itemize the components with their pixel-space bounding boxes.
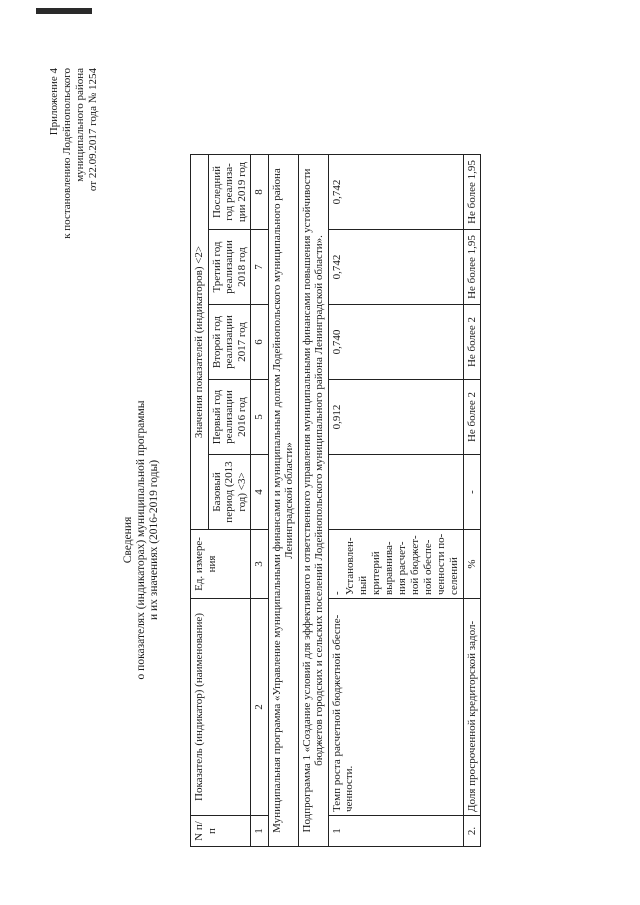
appendix-line: к постановлению Лодейнопольского xyxy=(61,68,73,239)
col-number: 7 xyxy=(251,230,269,305)
row-unit-value: - xyxy=(330,591,343,595)
row-num: 2. xyxy=(463,816,481,847)
header-indicator: Показатель (индикатор) (наименование) xyxy=(191,599,251,816)
appendix-line: Приложение 4 xyxy=(48,68,60,136)
row-indicator: Доля просроченной кредиторской задол- xyxy=(463,599,481,816)
header-year-2018: Третий год реализации 2018 год xyxy=(208,230,251,305)
row-2017: Не более 2 xyxy=(463,305,481,380)
appendix-line: от 22.09.2017 года № 1254 xyxy=(87,68,99,192)
row-2018: Не более 1,95 xyxy=(463,230,481,305)
row-base xyxy=(328,455,463,530)
row-2016: Не более 2 xyxy=(463,380,481,455)
row-2017: 0,740 xyxy=(328,305,463,380)
col-number: 2 xyxy=(251,599,269,816)
title-line: Сведения xyxy=(122,516,134,564)
col-number: 6 xyxy=(251,305,269,380)
header-row xyxy=(191,155,209,847)
program-title: Муниципальная программа «Управление муниципальными финансами и муниципальным долгом Лодейнопольского муниципального района Ленинградской области» xyxy=(268,155,298,847)
column-numbers-row xyxy=(251,155,269,847)
col-number: 8 xyxy=(251,155,269,230)
header-year-2019: Последний год реализа-ции 2019 год xyxy=(208,155,251,230)
row-2019: 0,742 xyxy=(328,155,463,230)
header-unit: Ед. измере-ния xyxy=(191,530,251,599)
header-year-2017: Второй год реализации 2017 год xyxy=(208,305,251,380)
indicators-table xyxy=(190,154,481,847)
subprogram-title: Подпрограмма 1 «Создание условий для эффективного и ответственного управления муниципальными финансами повышения устойчивости бюджетов городских и сельских поселений Лодейнопольского муниципального района Ленинградской области». xyxy=(298,155,328,847)
document-title xyxy=(122,375,161,705)
header-year-2016: Первый год реализации 2016 год xyxy=(208,380,251,455)
program-row xyxy=(268,155,298,847)
header-values-group: Значения показателей (индикаторов) <2> xyxy=(191,155,209,530)
title-line: и их значениях (2016-2019 годы) xyxy=(148,459,160,621)
row-2019: Не более 1,95 xyxy=(463,155,481,230)
row-indicator: Темп роста расчетной бюджетной обеспе-ченности. xyxy=(328,599,463,816)
col-number: 4 xyxy=(251,455,269,530)
row-unit xyxy=(328,530,463,599)
col-number: 3 xyxy=(251,530,269,599)
col-number: 5 xyxy=(251,380,269,455)
row-criterion: Установлен-ный критерий выравнива-ния расчет-ной бюджет-ной обеспе-ченности по-селений xyxy=(343,533,460,595)
col-number: 1 xyxy=(251,816,269,847)
appendix-reference xyxy=(48,68,100,293)
header-base: Базовый период (2013 год) <3> xyxy=(208,455,251,530)
row-unit: % xyxy=(463,530,481,599)
title-line: о показателях (индикаторах) муниципальной программы xyxy=(135,400,147,680)
row-2016: 0,912 xyxy=(328,380,463,455)
header-num: N п/п xyxy=(191,816,251,847)
table-row xyxy=(463,155,481,847)
row-num: 1 xyxy=(328,816,463,847)
row-base: - xyxy=(463,455,481,530)
subprogram-row xyxy=(298,155,328,847)
row-2018: 0,742 xyxy=(328,230,463,305)
appendix-line: муниципального района xyxy=(74,68,86,182)
table-row xyxy=(328,155,463,847)
